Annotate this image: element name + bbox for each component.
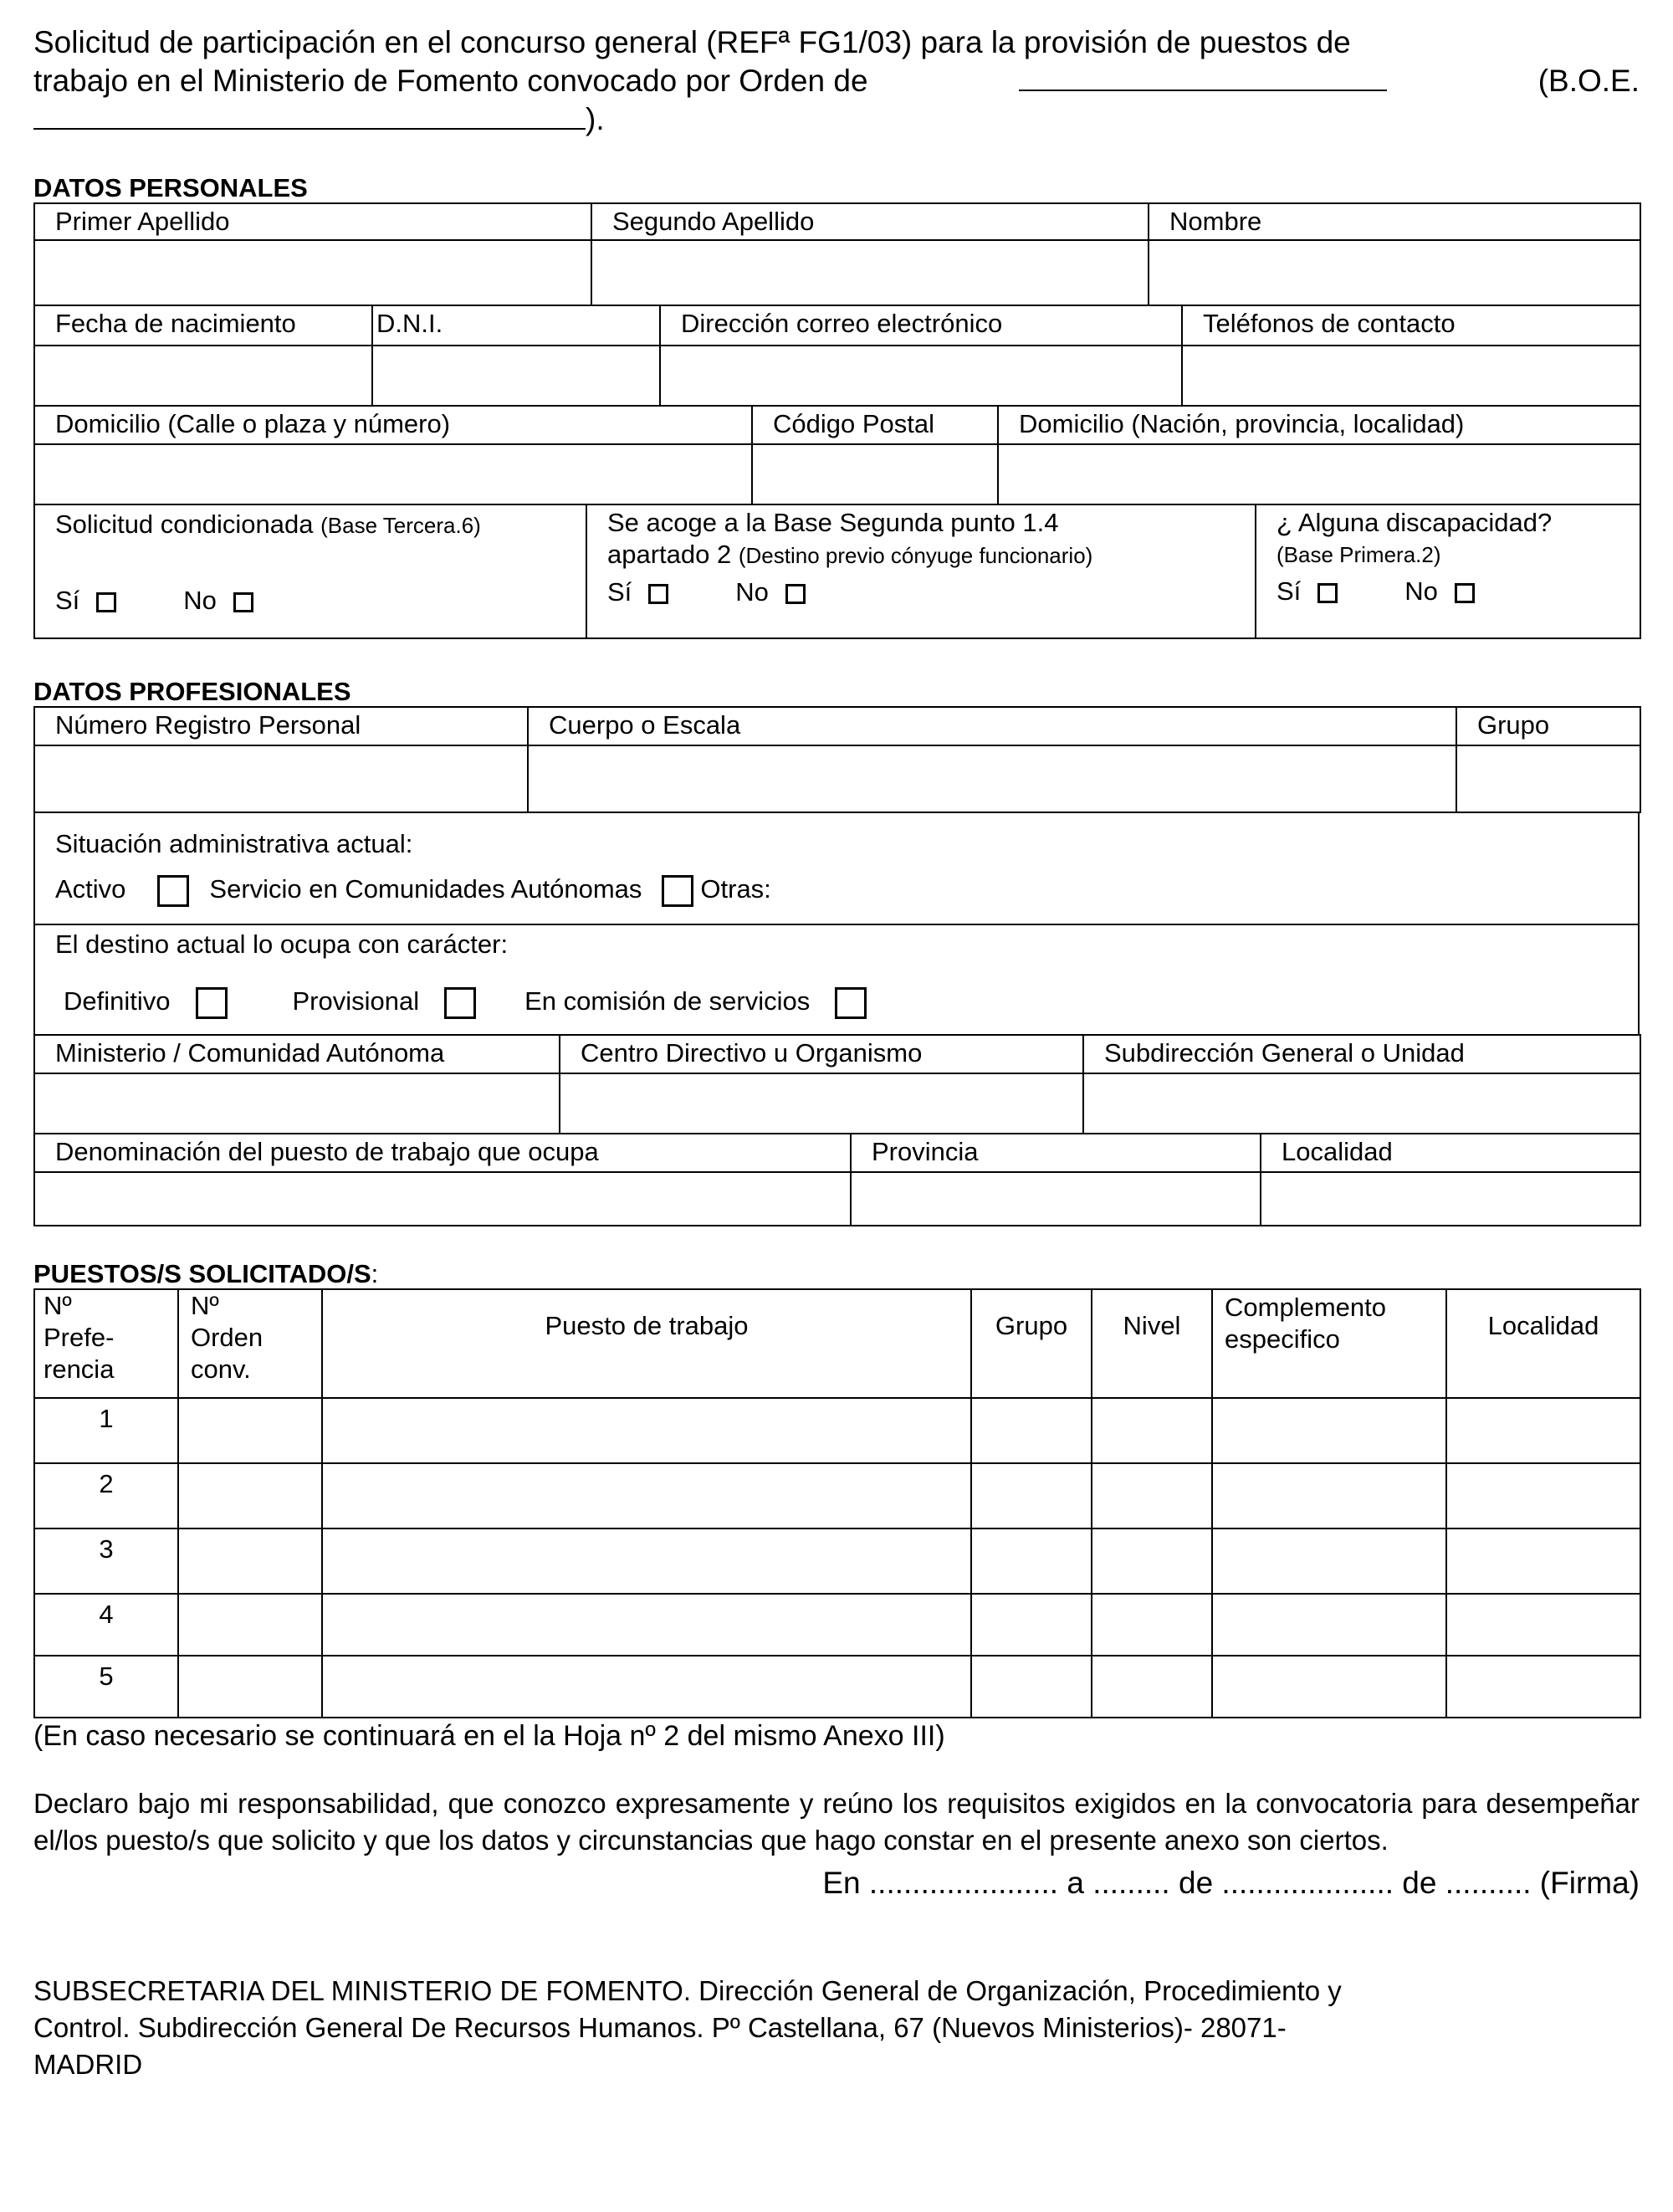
provisional-checkbox[interactable] xyxy=(444,987,476,1019)
complemento-header-line-1: Complemento xyxy=(1225,1293,1386,1322)
centro-label: Centro Directivo u Organismo xyxy=(581,1038,923,1068)
orden-cell[interactable] xyxy=(178,1463,322,1528)
cuerpo-field[interactable] xyxy=(528,745,1456,812)
orden-header-line-3: conv. xyxy=(191,1354,251,1384)
footer-line-2: Control. Subdirección General De Recursos Humanos. Pº Castellana, 67 (Nuevos Ministerios)- 28071- xyxy=(33,2012,1287,2043)
puestos-title-text: PUESTOS/S SOLICITADO/S xyxy=(33,1259,371,1288)
activo-label: Activo xyxy=(55,874,126,904)
provincia-label: Provincia xyxy=(872,1137,979,1166)
grupo-cell[interactable] xyxy=(971,1594,1092,1656)
grupo-cell[interactable] xyxy=(971,1656,1092,1718)
preferencia-header-line-3: rencia xyxy=(43,1354,115,1384)
nivel-cell[interactable] xyxy=(1092,1594,1212,1656)
datos-profesionales-destino xyxy=(33,924,1640,1036)
condicionada-si-checkbox[interactable] xyxy=(96,592,116,612)
intro-line-2-text: trabajo en el Ministerio de Fomento convocado por Orden de xyxy=(33,64,868,98)
provisional-label: Provisional xyxy=(292,986,420,1016)
localidad-header: Localidad xyxy=(1446,1289,1640,1398)
ministerio-field[interactable] xyxy=(34,1073,560,1134)
destino-actual-label: El destino actual lo ocupa con carácter: xyxy=(55,929,509,959)
localidad-label: Localidad xyxy=(1282,1137,1393,1166)
nivel-header: Nivel xyxy=(1092,1289,1212,1398)
codigo-postal-field[interactable] xyxy=(752,444,998,504)
signature-line[interactable]: En ...................... a ......... de .................... de .......... (Firma) xyxy=(822,1866,1640,1900)
grupo-cell[interactable] xyxy=(971,1398,1092,1463)
puesto-cell[interactable] xyxy=(322,1528,971,1594)
acoge-options xyxy=(587,575,1255,610)
telefonos-label: Teléfonos de contacto xyxy=(1203,309,1456,338)
orden-cell[interactable] xyxy=(178,1594,322,1656)
condicionada-no-label: No xyxy=(183,586,217,615)
nrp-field[interactable] xyxy=(34,745,528,812)
nombre-label: Nombre xyxy=(1169,207,1262,236)
ministerio-label: Ministerio / Comunidad Autónoma xyxy=(55,1038,445,1068)
grupo-label: Grupo xyxy=(1477,710,1550,740)
localidad-cell[interactable] xyxy=(1446,1463,1640,1528)
discapacidad-si-checkbox[interactable] xyxy=(1317,583,1338,603)
puestos-section xyxy=(33,1260,1640,1754)
datos-personales-row-1 xyxy=(33,202,1641,306)
preferencia-cell: 5 xyxy=(34,1656,178,1718)
segundo-apellido-label: Segundo Apellido xyxy=(612,207,815,236)
codigo-postal-label: Código Postal xyxy=(773,409,935,438)
table-row xyxy=(34,1656,1640,1718)
nivel-cell[interactable] xyxy=(1092,1398,1212,1463)
comision-label: En comisión de servicios xyxy=(524,986,811,1016)
condicionada-text: Solicitud condicionada xyxy=(55,509,314,539)
nivel-cell[interactable] xyxy=(1092,1528,1212,1594)
destino-options xyxy=(35,984,1638,1019)
complemento-header-line-2: especifico xyxy=(1225,1324,1340,1354)
intro-boe-label: (B.O.E. xyxy=(1537,64,1640,98)
situacion-options xyxy=(35,872,1638,907)
orden-header-line-2: Orden xyxy=(191,1323,263,1352)
footer-line-1: SUBSECRETARIA DEL MINISTERIO DE FOMENTO. Dirección General de Organización, Procedimiento y xyxy=(33,1975,1342,2006)
complemento-cell[interactable] xyxy=(1212,1463,1446,1528)
datos-personales-row-2 xyxy=(33,305,1641,407)
correo-field[interactable] xyxy=(660,346,1182,406)
datos-personales-section xyxy=(33,174,1640,639)
table-row xyxy=(34,1528,1640,1594)
denominacion-field[interactable] xyxy=(34,1172,851,1226)
discapacidad-si-label: Sí xyxy=(1276,576,1302,606)
orden-header-line-1: Nº xyxy=(191,1291,219,1320)
complemento-cell[interactable] xyxy=(1212,1656,1446,1718)
preferencia-header xyxy=(34,1289,178,1398)
cuerpo-label: Cuerpo o Escala xyxy=(549,710,741,740)
acoge-si-label: Sí xyxy=(607,577,632,607)
grupo-field[interactable] xyxy=(1456,745,1640,812)
puestos-header-row xyxy=(34,1289,1640,1398)
grupo-cell[interactable] xyxy=(971,1528,1092,1594)
preferencia-cell: 1 xyxy=(34,1398,178,1463)
boe-date-blank[interactable] xyxy=(33,103,586,130)
condicionada-si-label: Sí xyxy=(55,586,80,615)
nivel-cell[interactable] xyxy=(1092,1463,1212,1528)
intro-line-2 xyxy=(33,62,1640,100)
localidad-cell[interactable] xyxy=(1446,1398,1640,1463)
provincia-field[interactable] xyxy=(851,1172,1261,1226)
centro-field[interactable] xyxy=(560,1073,1083,1134)
discapacidad-label: ¿ Alguna discapacidad? xyxy=(1276,508,1553,537)
intro-line-1: Solicitud de participación en el concurso general (REFª FG1/03) para la provisión de puestos de xyxy=(33,25,1351,59)
datos-profesionales-row-1 xyxy=(33,706,1641,813)
acoge-ref: (Destino previo cónyuge funcionario) xyxy=(738,543,1093,568)
comision-checkbox[interactable] xyxy=(835,987,867,1019)
nivel-cell[interactable] xyxy=(1092,1656,1212,1718)
table-row xyxy=(34,1463,1640,1528)
acoge-line-1: Se acoge a la Base Segunda punto 1.4 xyxy=(607,508,1059,537)
condicionada-ref: (Base Tercera.6) xyxy=(320,513,481,538)
footer-line-3: MADRID xyxy=(33,2049,143,2080)
condicionada-options xyxy=(35,583,586,618)
puesto-cell[interactable] xyxy=(322,1463,971,1528)
puestos-title xyxy=(33,1260,1640,1288)
localidad-cell[interactable] xyxy=(1446,1528,1640,1594)
primer-apellido-field[interactable] xyxy=(34,240,591,305)
acoge-line-2 xyxy=(587,539,1255,571)
domicilio-calle-label: Domicilio (Calle o plaza y número) xyxy=(55,409,451,438)
puesto-cell[interactable] xyxy=(322,1398,971,1463)
subdireccion-label: Subdirección General o Unidad xyxy=(1104,1038,1465,1068)
primer-apellido-label: Primer Apellido xyxy=(55,207,230,236)
complemento-cell[interactable] xyxy=(1212,1594,1446,1656)
discapacidad-no-checkbox[interactable] xyxy=(1455,583,1475,603)
acoge-si-checkbox[interactable] xyxy=(648,584,668,604)
fecha-nacimiento-field[interactable] xyxy=(34,346,372,406)
table-row xyxy=(34,1398,1640,1463)
domicilio-nacion-label: Domicilio (Nación, provincia, localidad) xyxy=(1019,409,1465,438)
footer-address xyxy=(33,1973,1640,2083)
form-page xyxy=(33,23,1640,2083)
datos-profesionales-title: DATOS PROFESIONALES xyxy=(33,677,351,706)
condicionada-label xyxy=(35,507,586,543)
complemento-header xyxy=(1212,1289,1446,1398)
datos-personales-row-3 xyxy=(33,405,1641,505)
segundo-apellido-field[interactable] xyxy=(591,240,1149,305)
puesto-header: Puesto de trabajo xyxy=(322,1289,971,1398)
denominacion-label: Denominación del puesto de trabajo que ocupa xyxy=(55,1137,599,1166)
discapacidad-ref: (Base Primera.2) xyxy=(1276,542,1441,567)
preferencia-header-line-2: Prefe- xyxy=(43,1323,115,1352)
preferencia-cell: 3 xyxy=(34,1528,178,1594)
telefonos-field[interactable] xyxy=(1182,346,1640,406)
table-row xyxy=(34,1594,1640,1656)
servicio-ccaa-label: Servicio en Comunidades Autónomas xyxy=(209,874,642,904)
condicionada-no-checkbox[interactable] xyxy=(233,592,253,612)
orden-cell[interactable] xyxy=(178,1528,322,1594)
orden-date-blank[interactable] xyxy=(1019,64,1387,91)
localidad-field[interactable] xyxy=(1261,1172,1640,1226)
grupo-cell[interactable] xyxy=(971,1463,1092,1528)
definitivo-label: Definitivo xyxy=(64,986,171,1016)
discapacidad-options xyxy=(1256,574,1640,609)
subdireccion-field[interactable] xyxy=(1083,1073,1640,1134)
acoge-apartado: apartado 2 xyxy=(607,540,732,569)
nrp-label: Número Registro Personal xyxy=(55,710,361,740)
grupo-header: Grupo xyxy=(971,1289,1092,1398)
puesto-cell[interactable] xyxy=(322,1594,971,1656)
intro-paragraph xyxy=(33,23,1640,139)
datos-profesionales-situacion xyxy=(33,812,1640,925)
servicio-ccaa-checkbox[interactable] xyxy=(662,875,693,907)
situacion-label: Situación administrativa actual: xyxy=(55,829,413,858)
puestos-table xyxy=(33,1288,1641,1718)
otras-label: Otras: xyxy=(700,874,771,904)
correo-label: Dirección correo electrónico xyxy=(681,309,1003,338)
dni-field[interactable] xyxy=(372,346,660,406)
domicilio-nacion-field[interactable] xyxy=(998,444,1640,504)
preferencia-cell: 2 xyxy=(34,1463,178,1528)
datos-personales-title: DATOS PERSONALES xyxy=(33,173,308,202)
acoge-no-label: No xyxy=(735,577,769,607)
datos-personales-row-4 xyxy=(33,504,1641,639)
activo-checkbox[interactable] xyxy=(157,875,189,907)
puesto-cell[interactable] xyxy=(322,1656,971,1718)
datos-profesionales-row-2 xyxy=(33,1034,1641,1134)
dni-label: D.N.I. xyxy=(376,309,443,338)
preferencia-cell: 4 xyxy=(34,1594,178,1656)
continuation-note: (En caso necesario se continuará en el la Hoja nº 2 del mismo Anexo III) xyxy=(33,1720,945,1752)
datos-profesionales-row-3 xyxy=(33,1133,1641,1226)
orden-cell[interactable] xyxy=(178,1656,322,1718)
domicilio-calle-field[interactable] xyxy=(34,444,752,504)
localidad-cell[interactable] xyxy=(1446,1656,1640,1718)
discapacidad-no-label: No xyxy=(1404,576,1438,606)
orden-cell[interactable] xyxy=(178,1398,322,1463)
fecha-nacimiento-label: Fecha de nacimiento xyxy=(55,309,296,338)
acoge-no-checkbox[interactable] xyxy=(785,584,806,604)
complemento-cell[interactable] xyxy=(1212,1528,1446,1594)
preferencia-header-line-1: Nº xyxy=(43,1291,72,1320)
localidad-cell[interactable] xyxy=(1446,1594,1640,1656)
nombre-field[interactable] xyxy=(1149,240,1640,305)
complemento-cell[interactable] xyxy=(1212,1398,1446,1463)
orden-header xyxy=(178,1289,322,1398)
puestos-title-colon: : xyxy=(371,1259,379,1288)
intro-line-3-end: ). xyxy=(586,102,605,136)
definitivo-checkbox[interactable] xyxy=(196,987,228,1019)
intro-line-3 xyxy=(33,100,1640,139)
declaration-text: Declaro bajo mi responsabilidad, que conozco expresamente y reúno los requisitos exigidos en la convocatoria para desempeñar el/los puesto/s que solicito y que los datos y circunstancias que hago constar en el presente anexo son ciertos. xyxy=(33,1788,1640,1856)
datos-profesionales-section xyxy=(33,678,1640,1226)
